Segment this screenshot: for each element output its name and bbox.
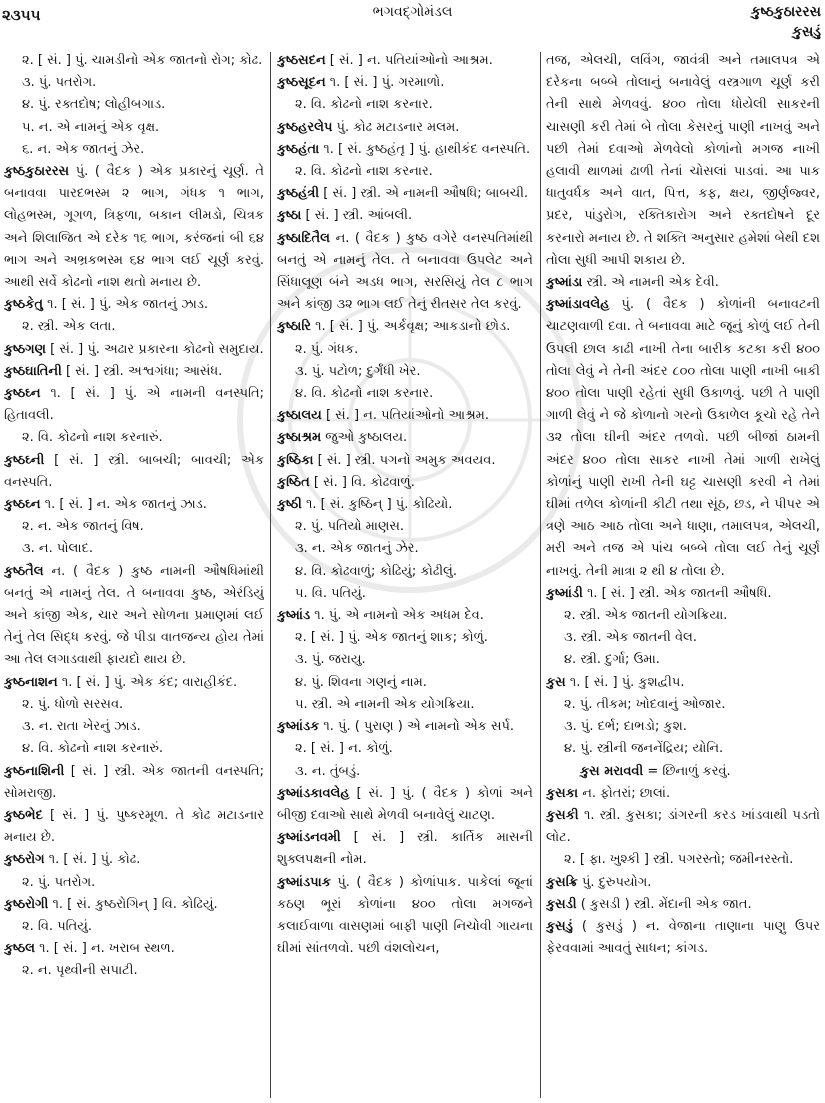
definition-text: [ સં. ] પું. પુષ્કરમૂળ. તે કોઢ મટાડનાર મનાય છે.	[4, 807, 264, 846]
definition-text: ૫. વિ. પતિયું.	[295, 585, 366, 601]
headword: કુસડી	[546, 896, 577, 912]
definition-text: ૩. ન. પોલાદ.	[22, 541, 93, 557]
definition-text: ન. ( વૈદક ) કુષ્ઠ વગેરે વનસ્પતિમાંથી બનતું એ નામનું તેલ. તે બનાવવા ઉપલેટ અને સિંધાલૂણ બંને અડધ ભાગ, સરસિયું તેલ ૮ ભાગ અને કાંજી ૩૨ ભાગ લઈ તેનું રીતસર તેલ કરવું.	[277, 230, 533, 313]
dictionary-entry	[546, 872, 820, 894]
continued-text	[546, 50, 820, 272]
headword: કુષ્માંડકાવલેહ	[277, 785, 350, 801]
definition-text: ૨. પું. પતરોગ.	[22, 874, 96, 890]
definition-text: સ્ત્રી. એ નામની એક દેવી.	[586, 275, 719, 291]
definition-text: ૨. વિ. પતિયું.	[22, 918, 92, 934]
definition-text: ૬. ન. એક જાતનું ઝેર.	[22, 141, 145, 157]
text-column-2	[277, 50, 533, 1100]
definition-text: ૧. [ સં. કુષ્ઠિન્ ] પું. કોઢિયો.	[306, 497, 453, 513]
headword: કુષ્ઠહરલેપ	[277, 119, 333, 135]
definition-text: ૧. [ સં. ] પું. એ નામની વનસ્પતિ; હિતાવલી.	[4, 386, 264, 424]
definition-text: ૨. પું. તીકમ; ખોદવાનું ઓજાર.	[564, 696, 726, 712]
text-column-1	[4, 50, 264, 1100]
sense-line	[277, 738, 533, 760]
definition-text: ( કુસડી ) સ્ત્રી. મેંદાની એક જાત.	[580, 896, 752, 912]
headword: કુસ મરાવવી	[580, 763, 644, 779]
headword: કુષ્ઠિત	[277, 474, 310, 490]
definition-text: [ સં. ] ન. પતિયાંઓનો આશ્રમ.	[325, 408, 489, 424]
sense-line	[4, 738, 264, 760]
dictionary-entry	[4, 383, 264, 427]
headword: કુષ્ઠઘ્ની	[4, 452, 45, 468]
sense-line	[4, 694, 264, 716]
definition-text: ૨. ન. પૃથ્વીની સપાટી.	[22, 963, 138, 979]
page-number: ૨૩૫૫	[2, 6, 41, 24]
definition-text: ૨. [ ફા. ખુશ્કી ] સ્ત્રી. પગરસ્તો; જમીનરસ્તો.	[564, 852, 794, 868]
dictionary-entry	[277, 228, 533, 317]
definition-text: ૧. [ સં. ] સ્ત્રી. એક જાતની ઔષધિ.	[586, 585, 772, 601]
definition-text: ૧. સ્ત્રી. કુસકા; ડાંગરની કરડ ખાંડવાથી પડતો લોટ.	[546, 807, 820, 846]
definition-text: ૪. પું. રક્તદોષ; લોહીબગાડ.	[22, 97, 166, 113]
headword: કુષ્માંડાવલેહ	[546, 297, 610, 313]
running-title: ભગવદ્ગોમંડલ	[372, 4, 453, 20]
sense-line	[4, 72, 264, 94]
definition-text: [ સં. ] સ્ત્રી. પગનો અમુક અવયવ.	[317, 452, 496, 468]
sense-line	[277, 761, 533, 783]
dictionary-entry	[4, 894, 264, 916]
sense-line	[546, 605, 820, 627]
definition-text: ૧. [ સં. કુષ્ઠરોગિન્ ] વિ. કોઢિયું.	[52, 896, 218, 912]
definition-text: ૩. સ્ત્રી. એક જાતની વેલ.	[564, 630, 698, 646]
headword: કુષ્ઠરોગ	[4, 852, 45, 868]
definition-text: પું. ( વૈદક ) કોળાંની બનાવટની ચાટણવાળી દવા. તે બનાવવા માટે જૂનું કોળું લઈ તેની ઉપલી છાલ કાઢી નાખી તેના બારીક કટકા કરી ૪૦૦ તોલા લેવું ને તેની અંદર ૮૦૦ તોલા પાણી નાખી બાકી ૪૦૦ તોલા પાણી રહેતાં સુધી ઉકાળવું. પછી તે પાણી ગાળી લેવું ને જે કોળાનો ગરનો ઉકાળેલ કૂચો રહે તેને ૩૨ તોલા ઘીની અંદર તળવો. પછી બીજાં ઠામની અંદર ૪૦૦ તોલા સાકર નાખી તેમાં ગાળી રાખેલું કોળાંનું પાણી રાખી તેની ઘટ્ટ ચાસણી કરવી ને તેમાં ઘીમાં તળેલ કોળાંની કીટી તથા સૂંઠ, છડ, ને પીપર એ ત્રણે આઠ આઠ તોલા અને ધાણા, તમાલપત્ર, એલચી, મરી અને તજ એ પાંચ બબ્બે તોલા લઈ તેનું ચૂર્ણ નાખવું. તેની માત્રા ૨ થી ૪ તોલા છે.	[546, 297, 820, 579]
definition-text: ૨. વિ. કોઢનો નાશ કરનારું.	[22, 430, 163, 446]
headword: કુષ્ઠરોગી	[4, 896, 49, 912]
headword: કુસક્રિ	[546, 874, 578, 890]
sense-line	[546, 849, 820, 871]
definition-text: [ સં. ] પું. ( વૈદક ) કોળાં અને બીજી દવાઓ સાથે મેળવી બનાવેલું ચાટણ.	[277, 785, 533, 823]
sense-line	[546, 694, 820, 716]
definition-text: ૨. વિ. કોઢનો નાશ કરનાર.	[295, 164, 433, 180]
definition-text: ૨. સ્ત્રી. એક લતા.	[22, 319, 116, 335]
definition-text: ૩. ન. રાતા ખેરનું ઝાડ.	[22, 719, 141, 735]
sense-line	[546, 627, 820, 649]
sense-line	[4, 872, 264, 894]
dictionary-entry	[277, 316, 533, 338]
headword: કુસ	[546, 674, 566, 690]
sense-line	[4, 916, 264, 938]
headword: કુષ્માંડનવમી	[277, 830, 341, 846]
dictionary-entry	[277, 50, 533, 72]
dictionary-entry	[546, 272, 820, 294]
definition-text: ૧. [ સં. ] ન. ખરાબ સ્થળ.	[39, 941, 175, 957]
dictionary-entry	[277, 139, 533, 161]
definition-text: ૫. ન. એ નામનું એક વૃક્ષ.	[22, 119, 160, 135]
definition-text: ( કુસડું ) ન. વેજાના તાણાના પાણુ ઉપર ફેરવવામાં આવતું સાધન; કાંગડ.	[546, 918, 820, 957]
dictionary-entry	[277, 716, 533, 738]
definition-text: [ સં. ] સ્ત્રી. અશ્વગંધા; આસંધ.	[65, 363, 223, 379]
definition-text: ન. ફોતરાં; છાલાં.	[582, 785, 671, 801]
headword: કુષ્ઠઘ્ન	[4, 386, 41, 402]
dictionary-entry	[546, 672, 820, 694]
definition-text: ૧. [ સં. ] પું. એક કંદ; વારાહીકંદ.	[61, 674, 238, 690]
sense-line	[277, 383, 533, 405]
sense-line	[277, 649, 533, 671]
headword: કુષ્ઠનાશિની	[4, 763, 65, 779]
sense-line	[277, 516, 533, 538]
dictionary-entry	[4, 805, 264, 849]
sense-line	[277, 627, 533, 649]
headword: કુષ્ઠાદિતૈલ	[277, 230, 331, 246]
definition-text: પું. ( વૈદક ) કોળાંપાક. પાકેલાં જૂનાં કઠણ ભૂરાં કોળાંના ૪૦૦ તોલા મગજને કલાઈવાળા વાસણમાં બાફી પાણી નિચોવી ગાયના ઘીમાં સાંતળવો. પછી વંશલોચન,	[277, 874, 533, 957]
dictionary-entry	[277, 494, 533, 516]
dictionary-entry	[546, 294, 820, 583]
column-divider	[270, 52, 271, 1098]
headword: કુસડું	[546, 918, 573, 934]
definition-text: ૪. વિ. કોઢવાળું; કોઢિયું; કોઢીલું.	[295, 563, 458, 579]
sense-line	[4, 960, 264, 982]
headword: કુષ્ઠાલય	[277, 408, 322, 424]
sense-line	[4, 117, 264, 139]
dictionary-entry	[546, 783, 820, 805]
headword: કુસકી	[546, 807, 579, 823]
sense-line	[277, 361, 533, 383]
dictionary-entry	[277, 427, 533, 449]
definition-text: ૪. પું. સ્ત્રીની જનનેંદ્રિય; યોનિ.	[564, 741, 724, 757]
sense-line	[277, 561, 533, 583]
headword: કુષ્ઠહંત્રી	[277, 186, 320, 202]
dictionary-entry	[277, 117, 533, 139]
definition-text: પું. કોઢ મટાડનાર મલમ.	[336, 119, 460, 135]
dictionary-entry	[546, 583, 820, 605]
headword: કુષ્માંડી	[546, 585, 583, 601]
definition-text: ૧. [ સં. ] પું. કુશદ્વીપ.	[569, 674, 685, 690]
headword: કુષ્ઠાશ્રમ	[277, 430, 322, 446]
dictionary-entry	[277, 783, 533, 827]
headword: કુષ્માંડા	[546, 275, 583, 291]
headword: કુષ્ઠસૂદન	[277, 75, 326, 91]
definition-text: ૩. ન. એક જાતનું ઝેર.	[295, 541, 419, 557]
dictionary-entry	[277, 472, 533, 494]
headword: કુષ્ઠગણ	[4, 341, 46, 357]
definition-text: પું. દુરુપયોગ.	[581, 874, 652, 890]
definition-text: [ સં. ] સ્ત્રી. આંબલી.	[305, 208, 413, 224]
dictionary-entry	[277, 405, 533, 427]
definition-text: ૪. સ્ત્રી. દુર્ગા; ઉમા.	[564, 652, 660, 668]
dictionary-entry	[277, 72, 533, 94]
text-column-3	[546, 50, 820, 1100]
column-divider	[540, 52, 541, 1098]
sense-line	[546, 716, 820, 738]
sense-line	[4, 50, 264, 72]
definition-text: ૩. ન. તુંબડું.	[295, 763, 361, 779]
dictionary-entry	[4, 938, 264, 960]
definition-text: ૨. [ સં. ] પું. ચામડીનો એક જાતનો રોગ; કોઢ.	[22, 53, 263, 68]
dictionary-entry	[4, 672, 264, 694]
definition-text: ૫. સ્ત્રી. એ નામની એક યોગક્રિયા.	[295, 696, 475, 712]
definition-text: ૩. પું. પતરોગ.	[22, 75, 97, 91]
definition-text: ૨. સ્ત્રી. એક જાતની યોગક્રિયા.	[564, 608, 728, 624]
sense-line	[4, 427, 264, 449]
headword: કુષ્ઠિકા	[277, 452, 314, 468]
dictionary-entry	[277, 827, 533, 871]
dictionary-entry	[4, 761, 264, 805]
dictionary-entry	[4, 849, 264, 871]
definition-text: ૧. [ સં. ] પું. ગરમાળો.	[329, 75, 445, 91]
dictionary-entry	[4, 294, 264, 316]
dictionary-entry	[4, 494, 264, 516]
dictionary-entry	[4, 450, 264, 494]
definition-text: ૨. ન. એક જાતનું વિષ.	[22, 519, 144, 535]
headword: કુષ્ઠતૈલ	[4, 563, 44, 579]
idiom-line	[546, 761, 820, 783]
sense-line	[277, 339, 533, 361]
definition-text: ૪. વિ. કોઢનો નાશ કરનાર.	[295, 386, 434, 402]
definition-text: જુઓ કુષ્ઠાલય.	[325, 430, 408, 446]
definition-text: ૪. પું. શિવના ગણનું નામ.	[295, 674, 427, 690]
sense-line	[277, 583, 533, 605]
dictionary-entry	[4, 339, 264, 361]
dictionary-entry	[546, 805, 820, 849]
definition-text: [ સં. ] સ્ત્રી. બાબચી; બાવચી; એક વનસ્પતિ.	[4, 452, 264, 490]
sense-line	[4, 516, 264, 538]
definition-text: = છિનાળું કરવું.	[647, 763, 731, 779]
dictionary-entry	[4, 161, 264, 294]
headword: કુસકા	[546, 785, 579, 801]
dictionary-entry	[546, 916, 820, 960]
definition-text: ૩. પું. પટોળ; દુર્ગંધી ખેર.	[295, 363, 421, 379]
sense-line	[277, 538, 533, 560]
sense-line	[4, 538, 264, 560]
dictionary-entry	[277, 183, 533, 205]
dictionary-entry	[277, 605, 533, 627]
headword: કુષ્ઠકેતુ	[4, 297, 43, 313]
headword: કુષ્ઠા	[277, 208, 302, 224]
dictionary-entry	[277, 872, 533, 961]
guide-word-last: કુસડું	[792, 24, 821, 40]
definition-text: [ સં. ] પું. અઢાર પ્રકારના કોઢનો સમુદાય.	[50, 341, 264, 357]
definition-text: [ સં. ] વિ. કોઢવાળું.	[313, 474, 415, 490]
definition-text: ૪. વિ. કોઢનો નાશ કરનારું.	[22, 741, 164, 757]
headword: કુષ્ઠઘાતિની	[4, 363, 62, 379]
headword: કુષ્ઠારિ	[277, 319, 312, 335]
headword: કુષ્ઠઘ્ન	[4, 497, 41, 513]
definition-text: ૨. [ સં. ] ન. કોળું.	[295, 741, 393, 757]
dictionary-entry	[277, 205, 533, 227]
definition-text: ૧. [ સં. ] પું. અર્કવૃક્ષ; આકડાનો છોડ.	[315, 319, 511, 335]
headword: કુષ્ઠનાશન	[4, 674, 58, 690]
sense-line	[277, 161, 533, 183]
definition-text: ૧. [ સં. કુષ્ઠહંતૃ ] પું. હાથીકંદ વનસ્પતિ.	[323, 141, 531, 157]
definition-text: [ સં. ] સ્ત્રી. એક જાતની વનસ્પતિ; સોમરાજી.	[4, 763, 264, 801]
definition-text: ૧. પું. એ નામનો એક અધમ દેવ.	[314, 608, 484, 624]
definition-text: ૨. પું. પતિયો માણસ.	[295, 519, 404, 535]
sense-line	[277, 694, 533, 716]
sense-line	[4, 316, 264, 338]
headword: કુષ્માંડ	[277, 608, 311, 624]
definition-text: ૧. [ સં. ] પું. કોઢ.	[48, 852, 141, 868]
dictionary-entry	[4, 361, 264, 383]
dictionary-entry	[546, 894, 820, 916]
sense-line	[546, 649, 820, 671]
definition-text: ૧. [ સં. ] ન. એક જાતનું ઝાડ.	[44, 497, 207, 513]
headword: કુષ્ઠહંતા	[277, 141, 320, 157]
sense-line	[277, 94, 533, 116]
guide-word-first: કુષ્ઠકુઠારરસ	[750, 4, 821, 20]
definition-text: [ સં. ] સ્ત્રી. એ નામની ઔષધિ; બાબચી.	[323, 186, 529, 202]
headword: કુષ્ઠસદન	[277, 53, 326, 68]
headword: કુષ્ઠલ	[4, 941, 35, 957]
sense-line	[4, 716, 264, 738]
definition-text: ૨. પું. ધોળો સરસવ.	[22, 696, 124, 712]
sense-line	[4, 94, 264, 116]
definition-text: ૩. પું. દર્ભ; દાભડો; કુશ.	[564, 719, 687, 735]
headword: કુષ્ઠકુઠારરસ	[4, 164, 70, 180]
headword: કુષ્ઠી	[277, 497, 302, 513]
sense-line	[277, 672, 533, 694]
dictionary-entry	[4, 561, 264, 672]
definition-text: તજ, એલચી, લવિંગ, જાવંત્રી અને તમાલપત્ર એ દરેકના બબ્બે તોલાનું બનાવેલું વસ્ત્રગાળ ચૂર્ણ કરી તેની સાથે મેળવવું. ૪૦૦ તોલા ધોયેલી સાકરની ચાસણી કરી તેમાં બે તોલા કેસરનું પાણી નાખવું અને પછી તેમાં દવાઓ મેળવેલો કોળાંનો મગજ નાખી હલાવી થાળમાં ઢાળી તેનાં ચોસલાં પાડવાં. આ પાક ધાતુવર્ધક અને વાત, પિત્ત, કફ, ક્ષય, જીર્ણજ્વર, પ્રદર, પાંડુરોગ, રક્તિકારોગ અને રક્તદોષને દૂર કરનારો મનાય છે. તે શક્તિ અનુસાર હમેશાં બેથી દશ તોલા સુધી આપી શકાય છે.	[546, 53, 820, 268]
sense-line	[4, 139, 264, 161]
definition-text: ૨. વિ. કોઢનો નાશ કરનાર.	[295, 97, 433, 113]
definition-text: ૨. [ સં. ] પું. એક જાતનું શાક; કોળું.	[295, 630, 488, 646]
headword: કુષ્માંડપાક	[277, 874, 331, 890]
definition-text: [ સં. ] ન. પતિયાંઓનો આશ્રમ.	[329, 53, 493, 68]
headword: કુષ્માંડક	[277, 719, 320, 735]
definition-text: [ સં. ] સ્ત્રી. કાર્તિક માસની શુક્લપક્ષની નોમ.	[277, 830, 533, 868]
headword: કુષ્ઠભેદ	[4, 807, 43, 823]
definition-text: ૨. પું. ગંધક.	[295, 341, 359, 357]
definition-text: ૧. [ સં. ] પું. એક જાતનું ઝાડ.	[47, 297, 209, 313]
guide-words	[751, 2, 821, 42]
definition-text: ૧. પું. ( પુરાણ ) એ નામનો એક સર્પ.	[323, 719, 515, 735]
definition-text: ૩. પું. જરાયુ.	[295, 652, 366, 668]
definition-text: ન. ( વૈદક ) કુષ્ઠ નામની ઔષધિમાંથી બનતું એ નામનું તેલ. તે બનાવવા કુષ્ઠ, એરંડિયું અને કાંજી એક, ચાર અને સોળના પ્રમાણમાં લઈ તેનું તેલ સિદ્ધ કરવું. જે પીડા વાતજન્ય હોય તેમાં આ તેલ લગાડવાથી ફાયદો થાય છે.	[4, 563, 264, 668]
dictionary-entry	[277, 450, 533, 472]
sense-line	[546, 738, 820, 760]
definition-text: પું. ( વૈદક ) એક પ્રકારનું ચૂર્ણ. તે બનાવવા પારદભસ્મ ૨ ભાગ, ગંધક ૧ ભાગ, લોહભસ્મ, ગૂગળ, ત્રિફળા, બકાન લીમડો, ચિત્રક અને શિલાજિત એ દરેક ૧૬ ભાગ, કરંજનાં બી ૬૪ ભાગ અને અભ્રકભસ્મ ૬૪ ભાગ લઈ ચૂર્ણ કરવું. આથી સર્વે કોઢનો નાશ થતો મનાય છે.	[4, 164, 264, 291]
